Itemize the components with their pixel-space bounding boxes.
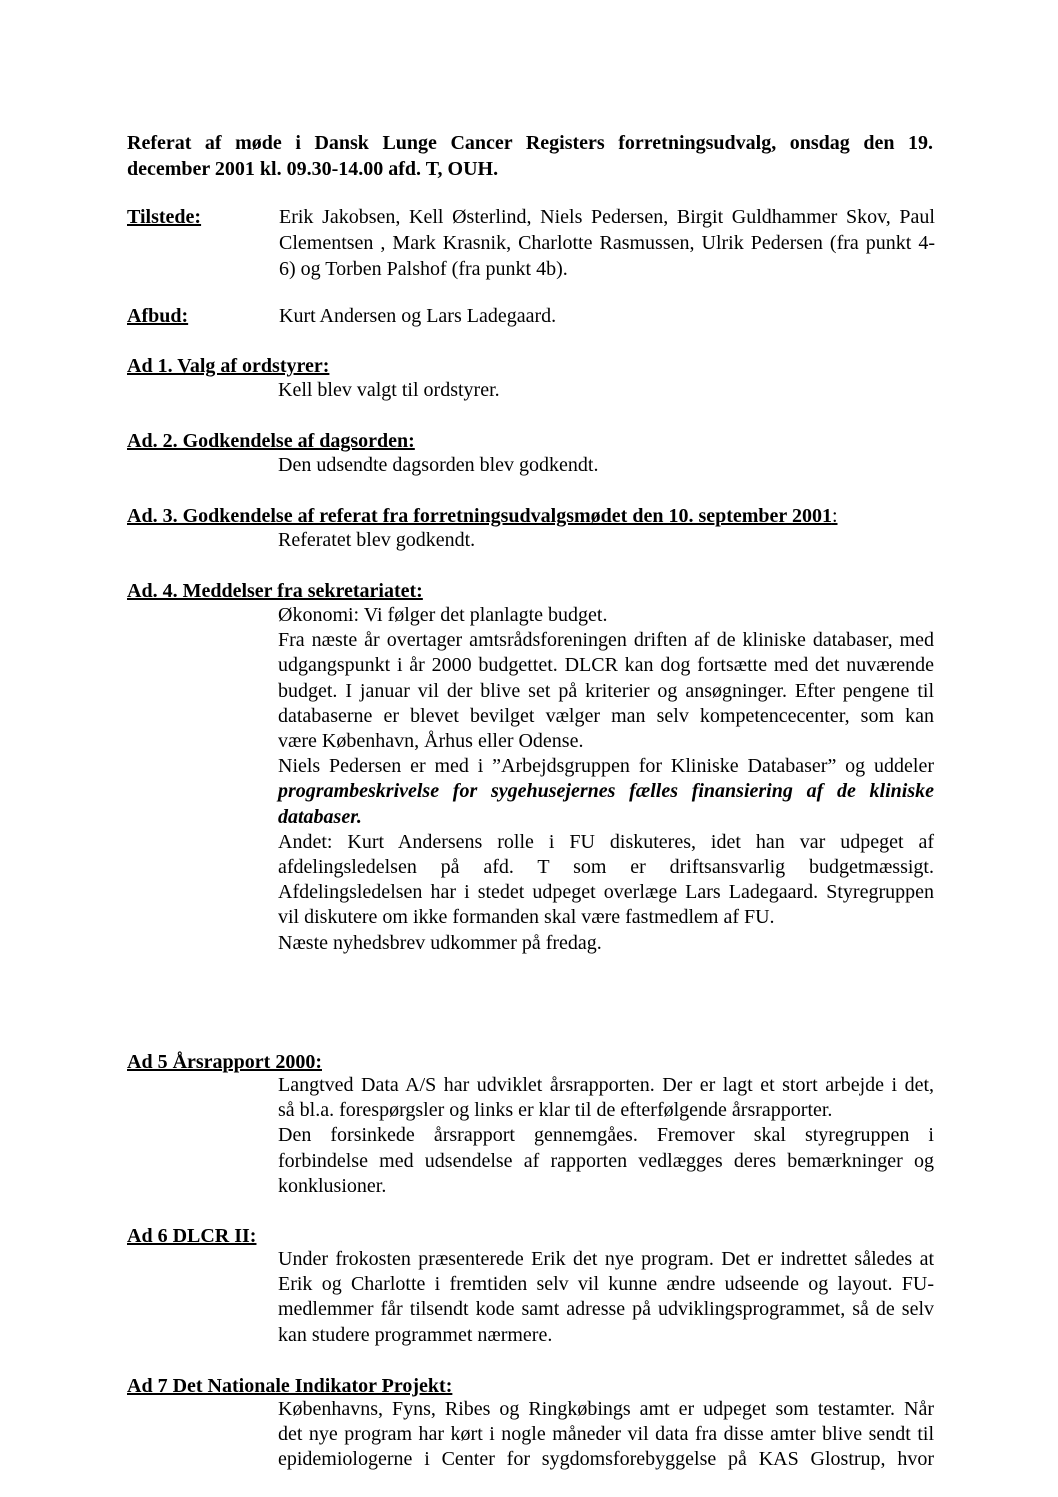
present-line: 6) og Torben Palshof (fra punkt 4b). bbox=[279, 258, 568, 280]
item-2-text: Den udsendte dagsorden blev godkendt. bbox=[278, 454, 599, 476]
item-4-line: vil diskutere om ikke formanden skal være fastmedlem af FU. bbox=[278, 906, 775, 929]
present-label: Tilstede: bbox=[127, 206, 202, 228]
item-4-body bbox=[278, 603, 934, 956]
item-1-text: Kell blev valgt til ordstyrer. bbox=[278, 379, 500, 401]
item-4-italic-line: databaser. bbox=[278, 805, 362, 828]
absent-label: Afbud: bbox=[127, 305, 189, 327]
item-4-line: være København, Århus eller Odense. bbox=[278, 730, 584, 753]
item-4-heading: Ad. 4. Meddelser fra sekretariatet: bbox=[127, 580, 423, 602]
absent-text: Kurt Andersen og Lars Ladegaard. bbox=[279, 305, 557, 327]
item-7-heading: Ad 7 Det Nationale Indikator Projekt: bbox=[127, 1375, 453, 1397]
item-5-heading: Ad 5 Årsrapport 2000: bbox=[127, 1051, 322, 1073]
item-4-line: udgangspunkt i år 2000 budgettet. DLCR kan dog fortsætte med det nuværende bbox=[278, 654, 934, 677]
item-5-body bbox=[278, 1073, 934, 1199]
item-2-heading: Ad. 2. Godkendelse af dagsorden: bbox=[127, 430, 415, 452]
item-3-heading-text: Ad. 3. Godkendelse af referat fra forretningsudvalgsmødet den 10. september 2001 bbox=[127, 505, 832, 527]
item-3-heading bbox=[127, 503, 838, 529]
item-5-line: konklusioner. bbox=[278, 1174, 387, 1197]
item-5-line: så bl.a. forespørgsler og links er klar til de efterfølgende årsrapporter. bbox=[278, 1099, 833, 1122]
item-6-line: Under frokosten præsenterede Erik det nye program. Det er indrettet således at bbox=[278, 1248, 934, 1270]
item-3-colon: : bbox=[831, 505, 838, 527]
present-line: Clementsen , Mark Krasnik, Charlotte Rasmussen, Ulrik Pedersen (fra punkt 4- bbox=[279, 232, 935, 254]
item-5-line: Langtved Data A/S har udviklet årsrapporten. Der er lagt et stort arbejde i det, bbox=[278, 1074, 934, 1096]
item-7-line: Københavns, Fyns, Ribes og Ringkøbings amt er udpeget som testamter. Når bbox=[278, 1398, 934, 1420]
item-1-heading: Ad 1. Valg af ordstyrer: bbox=[127, 355, 330, 377]
title-line-1: Referat af møde i Dansk Lunge Cancer Registers forretningsudvalg, onsdag den 19. bbox=[127, 132, 933, 154]
item-4-newsletter: Næste nyhedsbrev udkommer på fredag. bbox=[278, 931, 602, 954]
document-title bbox=[127, 130, 933, 182]
item-5-line: Den forsinkede årsrapport gennemgåes. Fremover skal styregruppen i bbox=[278, 1124, 934, 1147]
item-4-economy: Økonomi: Vi følger det planlagte budget. bbox=[278, 604, 608, 626]
present-text bbox=[279, 204, 935, 282]
item-4-italic-line: programbeskrivelse for sygehusejernes fælles finansiering af de kliniske bbox=[278, 780, 934, 803]
item-4-line: budget. I januar vil der blive set på kriterier og ansøgninger. Efter pengene til bbox=[278, 679, 934, 702]
item-6-line: kan studere programmet nærmere. bbox=[278, 1323, 553, 1346]
item-4-line: Afdelingsledelsen har i stedet udpeget overlæge Lars Ladegaard. Styregruppen bbox=[278, 881, 934, 904]
title-line-2: december 2001 kl. 09.30-14.00 afd. T, OUH. bbox=[127, 158, 499, 180]
present-line: Erik Jakobsen, Kell Østerlind, Niels Pedersen, Birgit Guldhammer Skov, Paul bbox=[279, 206, 935, 228]
item-4-line: databaserne er blevet bevilget vælger man selv kompetencecenter, som kan bbox=[278, 704, 934, 727]
item-7-body bbox=[278, 1397, 934, 1473]
item-6-line: Erik og Charlotte i fremtiden selv vil kunne ændre udseende og layout. FU- bbox=[278, 1273, 934, 1296]
item-4-line: Andet: Kurt Andersens rolle i FU diskuteres, idet han var udpeget af bbox=[278, 830, 934, 853]
item-6-heading: Ad 6 DLCR II: bbox=[127, 1225, 257, 1247]
item-7-line: det nye program har kørt i nogle måneder vil data fra disse amter blive sendt til bbox=[278, 1423, 934, 1446]
item-3-text: Referatet blev godkendt. bbox=[278, 529, 476, 551]
item-4-line: Niels Pedersen er med i ”Arbejdsgruppen for Kliniske Databaser” og uddeler bbox=[278, 755, 934, 778]
item-5-line: forbindelse med udsendelse af rapporten vedlægges deres bemærkninger og bbox=[278, 1149, 934, 1172]
item-4-line: Fra næste år overtager amtsrådsforeningen driften af de kliniske databaser, med bbox=[278, 629, 934, 652]
item-6-line: medlemmer får tilsendt kode samt adresse på udviklingsprogrammet, så de selv bbox=[278, 1298, 934, 1321]
item-6-body bbox=[278, 1247, 934, 1348]
item-4-line: afdelingsledelsen på afd. T som er driftsansvarlig budgetmæssigt. bbox=[278, 856, 934, 879]
item-7-line: epidemiologerne i Center for sygdomsforebyggelse på KAS Glostrup, hvor bbox=[278, 1448, 934, 1471]
